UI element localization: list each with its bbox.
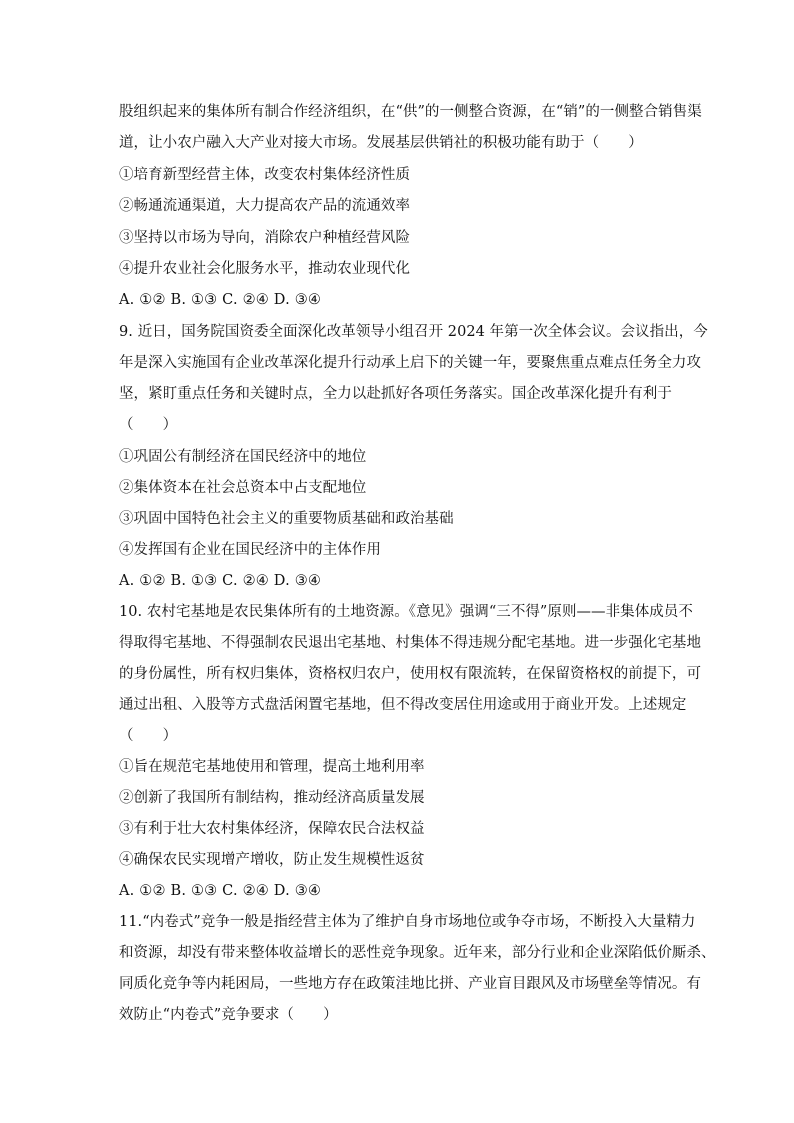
question-9-line-4: （ ） <box>119 417 178 433</box>
question-8-line-2: 道，让小农户融入大产业对接大市场。发展基层供销社的积极功能有助于（ ） <box>119 135 643 151</box>
question-11-line-1: 11.“内卷式”竞争一般是指经营主体为了维护自身市场地位或争夺市场，不断投入大量精力 <box>119 914 696 930</box>
question-11-line-3: 同质化竞争等内耗困局，一些地方存在政策洼地比拼、产业盲目跟风及市场壁垒等情况。有 <box>119 976 701 992</box>
question-9-statement-3: ③巩固中国特色社会主义的重要物质基础和政治基础 <box>119 511 454 527</box>
question-10-line-3: 的身份属性，所有权归集体，资格权归农户，使用权有限流转，在保留资格权的前提下，可 <box>119 666 701 682</box>
question-8-line-1: 股组织起来的集体所有制合作经济组织，在“供”的一侧整合资源，在“销”的一侧整合销售渠 <box>119 104 702 120</box>
question-9-line-2: 年是深入实施国有企业改革深化提升行动承上启下的关键一年，要聚焦重点难点任务全力攻 <box>119 355 701 371</box>
question-10-statement-3: ③有利于壮大农村集体经济，保障农民合法权益 <box>119 821 425 837</box>
question-8-options: A. ①② B. ①③ C. ②④ D. ③④ <box>119 292 322 308</box>
question-10-line-2: 得取得宅基地、不得强制农民退出宅基地、村集体不得违规分配宅基地。进一步强化宅基地 <box>119 635 701 651</box>
question-8-statement-3: ③坚持以市场为导向，消除农户种植经营风险 <box>119 230 410 246</box>
question-9-line-3: 坚，紧盯重点任务和关键时点，全力以赴抓好各项任务落实。国企改革深化提升有利于 <box>119 386 672 402</box>
question-11-line-2: 和资源，却没有带来整体收益增长的恶性竞争现象。近年来，部分行业和企业深陷低价厮杀、 <box>119 945 716 961</box>
question-10-line-5: （ ） <box>119 728 178 744</box>
question-8-statement-1: ①培育新型经营主体，改变农村集体经济性质 <box>119 167 410 183</box>
question-9-line-1: 9. 近日，国务院国资委全面深化改革领导小组召开 2024 年第一次全体会议。会议指出，今 <box>119 324 708 340</box>
question-9-options: A. ①② B. ①③ C. ②④ D. ③④ <box>119 573 322 589</box>
question-9-statement-2: ②集体资本在社会总资本中占支配地位 <box>119 480 367 496</box>
question-8-statement-4: ④提升农业社会化服务水平，推动农业现代化 <box>119 261 410 277</box>
question-10-statement-1: ①旨在规范宅基地使用和管理，提高土地利用率 <box>119 759 425 775</box>
question-10-line-4: 通过出租、入股等方式盘活闲置宅基地，但不得改变居住用途或用于商业开发。上述规定 <box>119 697 687 713</box>
question-9-statement-4: ④发挥国有企业在国民经济中的主体作用 <box>119 542 381 558</box>
question-11-line-4: 效防止“内卷式”竞争要求（ ） <box>119 1007 338 1023</box>
question-10-statement-4: ④确保农民实现增产增收，防止发生规模性返贫 <box>119 852 425 868</box>
question-10-statement-2: ②创新了我国所有制结构，推动经济高质量发展 <box>119 790 425 806</box>
question-8-statement-2: ②畅通流通渠道，大力提高农产品的流通效率 <box>119 198 410 214</box>
question-10-line-1: 10. 农村宅基地是农民集体所有的土地资源。《意见》强调“三不得”原则——非集体成员不 <box>119 604 693 620</box>
question-10-options: A. ①② B. ①③ C. ②④ D. ③④ <box>119 883 322 899</box>
question-9-statement-1: ①巩固公有制经济在国民经济中的地位 <box>119 449 367 465</box>
